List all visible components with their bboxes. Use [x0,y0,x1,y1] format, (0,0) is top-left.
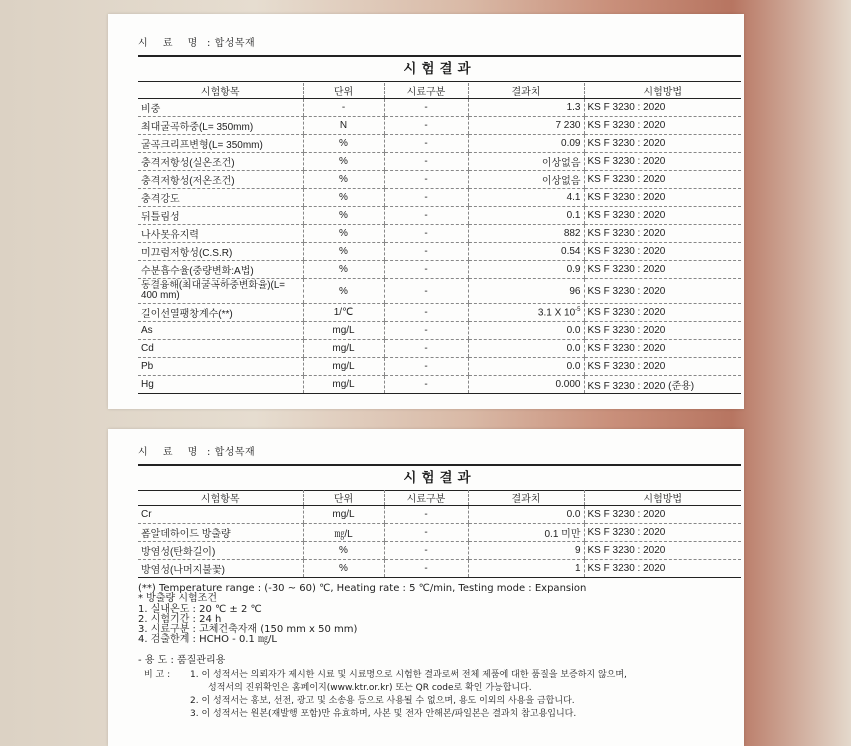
test-report-page-1 [108,14,744,409]
test-method: KS F 3230 : 2020 [584,506,741,524]
result-table [138,83,741,394]
sample-name-label: 시 료 명 [138,447,204,458]
result-exponent: -5 [575,306,581,313]
result-value: 이상없음 [468,171,584,189]
result-value: 4.1 [468,189,584,207]
table-row [138,99,741,117]
sample-division: - [384,171,468,189]
unit: mg/L [303,506,384,524]
test-method: KS F 3230 : 2020 [584,189,741,207]
unit: % [303,560,384,578]
result-value: 0.0 [468,358,584,376]
table-row [138,189,741,207]
sample-division: - [384,135,468,153]
table-row [138,171,741,189]
result-value: 0.0 [468,322,584,340]
header-test-method: 시험방법 [584,83,741,99]
test-item: 최대굴곡하중(L= 350mm) [138,117,303,135]
remark-line: 성적서의 진위확인은 홈페이지(www.ktr.or.kr) 또는 QR code로 확인 가능합니다. [208,683,532,693]
test-item: 비중 [138,99,303,117]
remarks-label: 비 고 : [144,670,171,680]
test-item: 방염성(탄화길이) [138,542,303,560]
note-line: * 방출량 시험조건 [138,593,217,605]
sample-division: - [384,99,468,117]
result-value: 0.09 [468,135,584,153]
result-value: 1.3 [468,99,584,117]
result-value: 이상없음 [468,153,584,171]
unit: % [303,171,384,189]
note-line: 4. 검출한계 : HCHO - 0.1 ㎎/L [138,634,277,646]
test-method: KS F 3230 : 2020 [584,560,741,578]
test-item: 미끄럼저항성(C.S.R) [138,243,303,261]
table-row [138,560,741,578]
test-item: 뒤틀림성 [138,207,303,225]
header-unit: 단위 [303,83,384,99]
unit: % [303,279,384,304]
test-notes [138,584,586,646]
table-row [138,304,741,322]
sample-division: - [384,225,468,243]
table-row [138,340,741,358]
table-row [138,542,741,560]
header-test-item: 시험항목 [138,490,303,506]
remark-line: 2. 이 성적서는 홍보, 선전, 광고 및 소송용 등으로 사용될 수 없으며, 용도 이외의 사용을 금합니다. [190,696,575,706]
result-value: 96 [468,279,584,304]
sample-division: - [384,376,468,394]
table-row [138,207,741,225]
test-item: 굴곡크리프변형(L= 350mm) [138,135,303,153]
test-item: Pb [138,358,303,376]
test-method: KS F 3230 : 2020 [584,117,741,135]
table-row [138,117,741,135]
test-method: KS F 3230 : 2020 (준용) [584,376,741,394]
sample-division: - [384,207,468,225]
result-mantissa: 3.1 X 10 [537,307,576,319]
test-method: KS F 3230 : 2020 [584,279,741,304]
test-method: KS F 3230 : 2020 [584,524,741,542]
sample-division: - [384,542,468,560]
table-row [138,243,741,261]
header-test-method: 시험방법 [584,490,741,506]
sample-division: - [384,322,468,340]
header-sample-division: 시료구분 [384,83,468,99]
test-method: KS F 3230 : 2020 [584,542,741,560]
test-method: KS F 3230 : 2020 [584,225,741,243]
unit: - [303,99,384,117]
test-report-page-2 [108,429,744,746]
test-method: KS F 3230 : 2020 [584,358,741,376]
header-result: 결과치 [468,490,584,506]
sample-name-value: : 합성목재 [207,447,256,458]
note-line: 2. 시험기간 : 24 h [138,613,222,625]
unit: mg/L [303,322,384,340]
sample-division: - [384,189,468,207]
unit: N [303,117,384,135]
remark-line: 1. 이 성적서는 의뢰자가 제시한 시료 및 시료명으로 시험한 결과로써 전체 제품에 대한 품질을 보증하지 않으며, [190,670,627,680]
result-value: 0.000 [468,376,584,394]
sample-division: - [384,340,468,358]
result-value: 9 [468,542,584,560]
remarks [144,669,627,721]
sample-division: - [384,279,468,304]
test-item: 나사못유지력 [138,225,303,243]
header-unit: 단위 [303,490,384,506]
unit: % [303,189,384,207]
result-title: 시험결과 [138,464,741,491]
result-value: 0.54 [468,243,584,261]
table-row [138,376,741,394]
test-method: KS F 3230 : 2020 [584,153,741,171]
remark-row [144,682,627,695]
test-item: 동결융해(최대굴곡하중변화율)(L= 400 mm) [138,279,303,304]
test-method: KS F 3230 : 2020 [584,207,741,225]
usage-line: - 용 도 : 품질관리용 [138,655,226,666]
result-value: 882 [468,225,584,243]
sample-division: - [384,506,468,524]
test-item: 길이선열팽창계수(**) [138,304,303,322]
note-line: (**) Temperature range : (-30 ~ 60) ℃, Heating rate : 5 ℃/min, Testing mode : Expansion [138,583,587,594]
sample-division: - [384,524,468,542]
table-row [138,524,741,542]
table-row [138,225,741,243]
result-value: 1 [468,560,584,578]
unit: % [303,153,384,171]
note-line: 1. 실내온도 : 20 ℃ ± 2 ℃ [138,603,262,615]
sample-division: - [384,117,468,135]
result-value: 0.1 미만 [468,524,584,542]
unit: % [303,261,384,279]
sample-division: - [384,560,468,578]
test-item: 충격저항성(실온조건) [138,153,303,171]
test-item: 폼알데하이드 방출량 [138,524,303,542]
unit: ㎎/L [303,524,384,542]
result-value: 0.0 [468,506,584,524]
test-method: KS F 3230 : 2020 [584,135,741,153]
test-method: KS F 3230 : 2020 [584,261,741,279]
table-row [138,135,741,153]
result-table [138,490,741,578]
result-value: 0.0 [468,340,584,358]
table-row [138,261,741,279]
test-item: 방염성(나머지불꽃) [138,560,303,578]
table-row [138,279,741,304]
remark-line: 3. 이 성적서는 원본(재발행 포함)만 유효하며, 사본 및 전자 안해본/파일본은 결과치 참고용입니다. [190,709,577,719]
test-method: KS F 3230 : 2020 [584,171,741,189]
test-method: KS F 3230 : 2020 [584,99,741,117]
unit: % [303,135,384,153]
result-value: 0.1 [468,207,584,225]
unit: % [303,243,384,261]
test-item: As [138,322,303,340]
test-item: 충격강도 [138,189,303,207]
table-row [138,153,741,171]
note-line: 3. 시료구분 : 고체건축자재 (150 mm x 50 mm) [138,624,358,636]
unit: % [303,207,384,225]
test-item: 수분흡수율(중량변화:A법) [138,261,303,279]
test-item: Cd [138,340,303,358]
table-header [138,83,741,99]
remark-row [144,669,627,682]
result-value: 7 230 [468,117,584,135]
result-title: 시험결과 [138,55,741,82]
test-item: 충격저항성(저온조건) [138,171,303,189]
unit: mg/L [303,358,384,376]
test-item: Hg [138,376,303,394]
sample-division: - [384,261,468,279]
sample-division: - [384,243,468,261]
header-test-item: 시험항목 [138,83,303,99]
sample-name-value: : 합성목재 [207,38,256,49]
sample-name [138,34,255,49]
table-row [138,506,741,524]
table-row [138,358,741,376]
header-result: 결과치 [468,83,584,99]
table-row [138,322,741,340]
sample-division: - [384,304,468,322]
test-method: KS F 3230 : 2020 [584,304,741,322]
unit: mg/L [303,340,384,358]
unit: % [303,225,384,243]
sample-name [138,443,255,458]
result-value [468,304,584,322]
unit: 1/℃ [303,304,384,322]
test-method: KS F 3230 : 2020 [584,243,741,261]
header-sample-division: 시료구분 [384,490,468,506]
test-item: Cr [138,506,303,524]
remark-row [144,708,627,721]
result-value: 0.9 [468,261,584,279]
test-method: KS F 3230 : 2020 [584,322,741,340]
remark-row [144,695,627,708]
sample-division: - [384,153,468,171]
sample-division: - [384,358,468,376]
unit: mg/L [303,376,384,394]
test-method: KS F 3230 : 2020 [584,340,741,358]
table-header [138,490,741,506]
sample-name-label: 시 료 명 [138,38,204,49]
unit: % [303,542,384,560]
